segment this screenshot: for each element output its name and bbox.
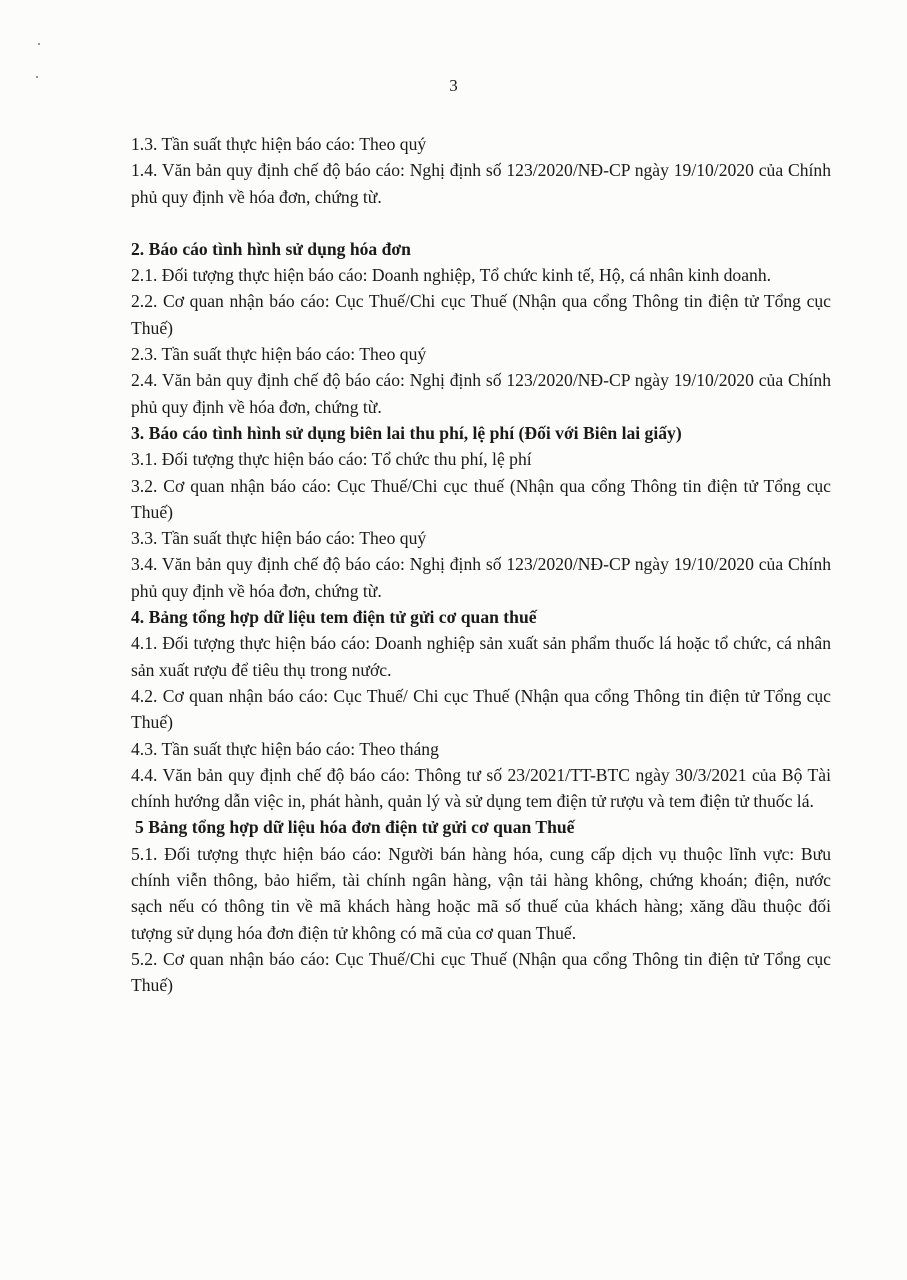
document-body [131, 131, 831, 999]
section-3-heading: 3. Báo cáo tình hình sử dụng biên lai thu phí, lệ phí (Đối với Biên lai giấy) [131, 422, 682, 443]
item-2-3: 2.3. Tần suất thực hiện báo cáo: Theo quý [131, 344, 427, 365]
item-4-1: 4.1. Đối tượng thực hiện báo cáo: Doanh nghiệp sản xuất sản phẩm thuốc lá hoặc tổ chức, cá nhân sản xuất rượu để tiêu thụ trong nước. [131, 633, 831, 680]
item-3-1: 3.1. Đối tượng thực hiện báo cáo: Tổ chức thu phí, lệ phí [131, 449, 532, 470]
item-2-4: 2.4. Văn bản quy định chế độ báo cáo: Nghị định số 123/2020/NĐ-CP ngày 19/10/2020 của Chính phủ quy định về hóa đơn, chứng từ. [131, 370, 831, 417]
item-4-2: 4.2. Cơ quan nhận báo cáo: Cục Thuế/ Chi cục Thuế (Nhận qua cổng Thông tin điện tử Tổng cục Thuế) [131, 685, 831, 733]
item-3-4: 3.4. Văn bản quy định chế độ báo cáo: Nghị định số 123/2020/NĐ-CP ngày 19/10/2020 của Chính phủ quy định về hóa đơn, chứng từ. [131, 554, 831, 601]
item-2-2: 2.2. Cơ quan nhận báo cáo: Cục Thuế/Chi cục Thuế (Nhận qua cổng Thông tin điện tử Tổng cục Thuế) [131, 291, 831, 338]
item-4-3: 4.3. Tần suất thực hiện báo cáo: Theo tháng [131, 738, 439, 759]
item-3-3: 3.3. Tần suất thực hiện báo cáo: Theo quý [131, 528, 427, 549]
item-3-2: 3.2. Cơ quan nhận báo cáo: Cục Thuế/Chi cục thuế (Nhận qua cổng Thông tin điện tử Tổng cục Thuế) [131, 475, 831, 522]
item-4-4: 4.4. Văn bản quy định chế độ báo cáo: Thông tư số 23/2021/TT-BTC ngày 30/3/2021 của Bộ Tài chính hướng dẫn việc in, phát hành, quản lý và sử dụng tem điện tử rượu và tem điện tử thuốc lá. [131, 764, 831, 812]
item-1-4: 1.4. Văn bản quy định chế độ báo cáo: Nghị định số 123/2020/NĐ-CP ngày 19/10/2020 của Chính phủ quy định về hóa đơn, chứng từ. [131, 160, 831, 207]
item-2-1: 2.1. Đối tượng thực hiện báo cáo: Doanh nghiệp, Tổ chức kinh tế, Hộ, cá nhân kinh doanh. [131, 265, 772, 286]
page-number: 3 [449, 76, 458, 95]
section-5-heading: 5 Bảng tổng hợp dữ liệu hóa đơn điện tử gửi cơ quan Thuế [135, 817, 575, 838]
item-1-3: 1.3. Tần suất thực hiện báo cáo: Theo quý [131, 134, 427, 154]
scan-speck [38, 43, 40, 45]
section-2-heading: 2. Báo cáo tình hình sử dụng hóa đơn [131, 238, 411, 259]
item-5-1: 5.1. Đối tượng thực hiện báo cáo: Người bán hàng hóa, cung cấp dịch vụ thuộc lĩnh vực: Bưu chính viễn thông, bảo hiểm, tài chính ngân hàng, vận tải hàng không, chứng khoán; điện, nước sạch nếu có thông tin về mã khách hàng hoặc mã số thuế của khách hàng; xăng dầu thuộc đối tượng sử dụng hóa đơn điện tử không có mã của cơ quan Thuế. [131, 843, 831, 943]
item-5-2: 5.2. Cơ quan nhận báo cáo: Cục Thuế/Chi cục Thuế (Nhận qua cổng Thông tin điện tử Tổng cục Thuế) [131, 948, 831, 996]
section-4-heading: 4. Bảng tổng hợp dữ liệu tem điện tử gửi cơ quan thuế [131, 607, 537, 628]
